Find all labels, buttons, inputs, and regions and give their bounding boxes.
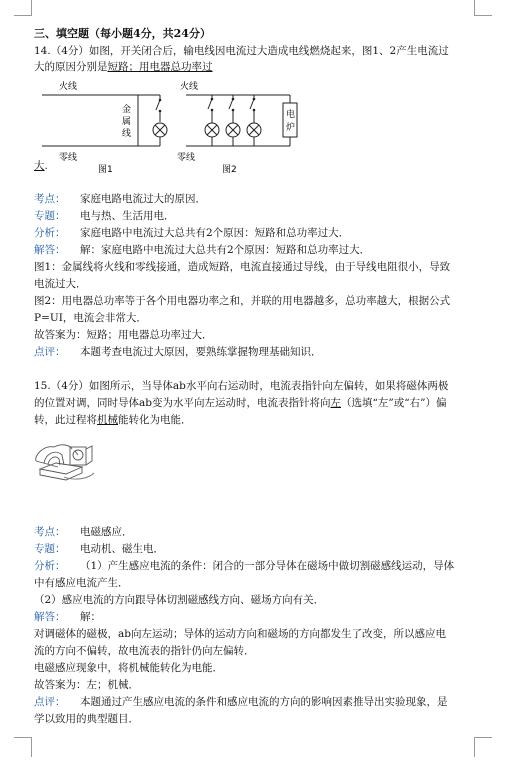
magnet-icon [44, 452, 64, 465]
crop-mark-top-left-v [31, 0, 32, 16]
q14-stem-line3: 大. [34, 160, 48, 172]
q15-dianping-1: 点评： 本题通过产生感应电流的条件和感应电流的方向的影响因素推导出实验现象，是 [34, 696, 448, 708]
section-title: 三、填空题（每小题4分，共24分） [34, 27, 211, 40]
q15-stem-line2: 的位置对调，同时导体ab变为水平向左运动时，电流表指针将向左（选填“左”或“右”）偏 [34, 397, 447, 409]
q14-circuit-figure [34, 78, 304, 176]
q15-answer-blank-2: 机械 [97, 414, 118, 426]
q14-zhuanti: 专题： 电与热、生活用电． [34, 210, 175, 222]
q15-fenxi-2: 中有感应电流产生． [34, 577, 129, 589]
q14-dianping: 点评： 本题考查电流过大原因，要熟练掌握物理基础知识． [34, 346, 322, 358]
q14-fig2-explain-b: P=UI，电流会非常大． [34, 312, 147, 324]
metal-wire-char-3: 线 [122, 129, 132, 139]
stove-char-1: 电 [286, 110, 296, 120]
q14-answer: 故答案为：短路；用电器总功率过大． [34, 329, 213, 341]
crop-mark-mid-left-h [14, 737, 32, 738]
q15-zhuanti: 专题： 电动机、磁生电． [34, 543, 164, 555]
fig1-fire-label: 火线 [59, 82, 78, 92]
q14-fig2-explain-a: 图2：用电器总功率等于各个用电器功率之和，并联的用电器越多，总功率越大，根据公式 [34, 295, 451, 307]
fig1-neutral-label: 零线 [59, 153, 78, 163]
fig2-branch-3 [247, 95, 261, 146]
q14-fig1-explain-a: 图1：金属线将火线和零线接通，造成短路，电流直接通过导线，由于导线电阻很小，导致 [34, 261, 451, 273]
q14-fenxi: 分析： 家庭电路中电流过大总共有2个原因：短路和总功率过大． [34, 227, 350, 239]
q14-stem-line2 [34, 60, 213, 74]
q15-stem-line1: 15.（4分）如图所示，当导体ab水平向右运动时，电流表指针向左偏转，如果将磁体两极 [34, 380, 449, 392]
crop-mark-top-right-v [474, 0, 475, 16]
q15-stem-line3: 转，此过程将机械能转化为电能． [34, 414, 192, 426]
q14-stem-prefix: 大的原因分别是 [34, 61, 108, 73]
fig1-caption: 图1 [98, 165, 113, 175]
metal-wire-char-2: 属 [122, 117, 132, 127]
crop-mark-top-right-h [474, 15, 492, 16]
crop-mark-top-left-h [14, 15, 32, 16]
q15-kaodian: 考点： 电磁感应． [34, 526, 133, 538]
fig2-fire-label: 火线 [180, 82, 199, 92]
q14-answer-blank-end: 大 [34, 160, 45, 172]
q15-explain-a: 对调磁体的磁极，ab向左运动；导体的运动方向和磁场的方向都发生了改变，所以感应电 [34, 628, 446, 640]
q15-fenxi-1: 分析： （1）产生感应电流的条件：闭合的一部分导体在磁场中做切割磁感线运动，导体 [34, 560, 455, 572]
q15-explain-c: 电磁感应现象中，将机械能转化为电能． [34, 662, 223, 674]
q14-answer-blank: 短路；用电器总功率过 [107, 61, 213, 73]
q14-fig1-explain-b: 电流过大． [34, 278, 87, 290]
fig2-caption: 图2 [222, 165, 237, 175]
crop-mark-mid-right-v [474, 737, 475, 757]
stove-char-2: 炉 [286, 123, 296, 133]
q14-stem-line1: 14.（4分）如图，开关闭合后，输电线因电流过大造成电线燃烧起来，图1、2产生电流过 [34, 45, 449, 57]
q15-answer-blank-1: 左 [330, 397, 341, 409]
q14-jieda: 解答： 解：家庭电路中电流过大总共有2个原因：短路和总功率过大． [34, 244, 371, 256]
q15-answer: 故答案为：左；机械． [34, 679, 139, 691]
fig2-branch-1 [205, 95, 219, 146]
q15-fenxi-3: （2）感应电流的方向跟导体切割磁感线方向、磁场方向有关． [34, 594, 325, 606]
q15-jieda: 解答： 解： [34, 611, 101, 623]
q15-induction-figure [34, 437, 106, 493]
crop-mark-mid-left-v [31, 737, 32, 757]
q15-dianping-2: 学以致用的典型题目． [34, 713, 139, 725]
q14-kaodian: 考点： 家庭电路电流过大的原因． [34, 193, 206, 205]
q15-explain-b: 流的方向不偏转，故电流表的指针仍向左偏转． [34, 645, 255, 657]
fig2-neutral-label: 零线 [177, 153, 196, 163]
fig2-branch-2 [226, 95, 240, 146]
crop-mark-mid-right-h [474, 737, 492, 738]
metal-wire-char-1: 金 [122, 105, 132, 115]
